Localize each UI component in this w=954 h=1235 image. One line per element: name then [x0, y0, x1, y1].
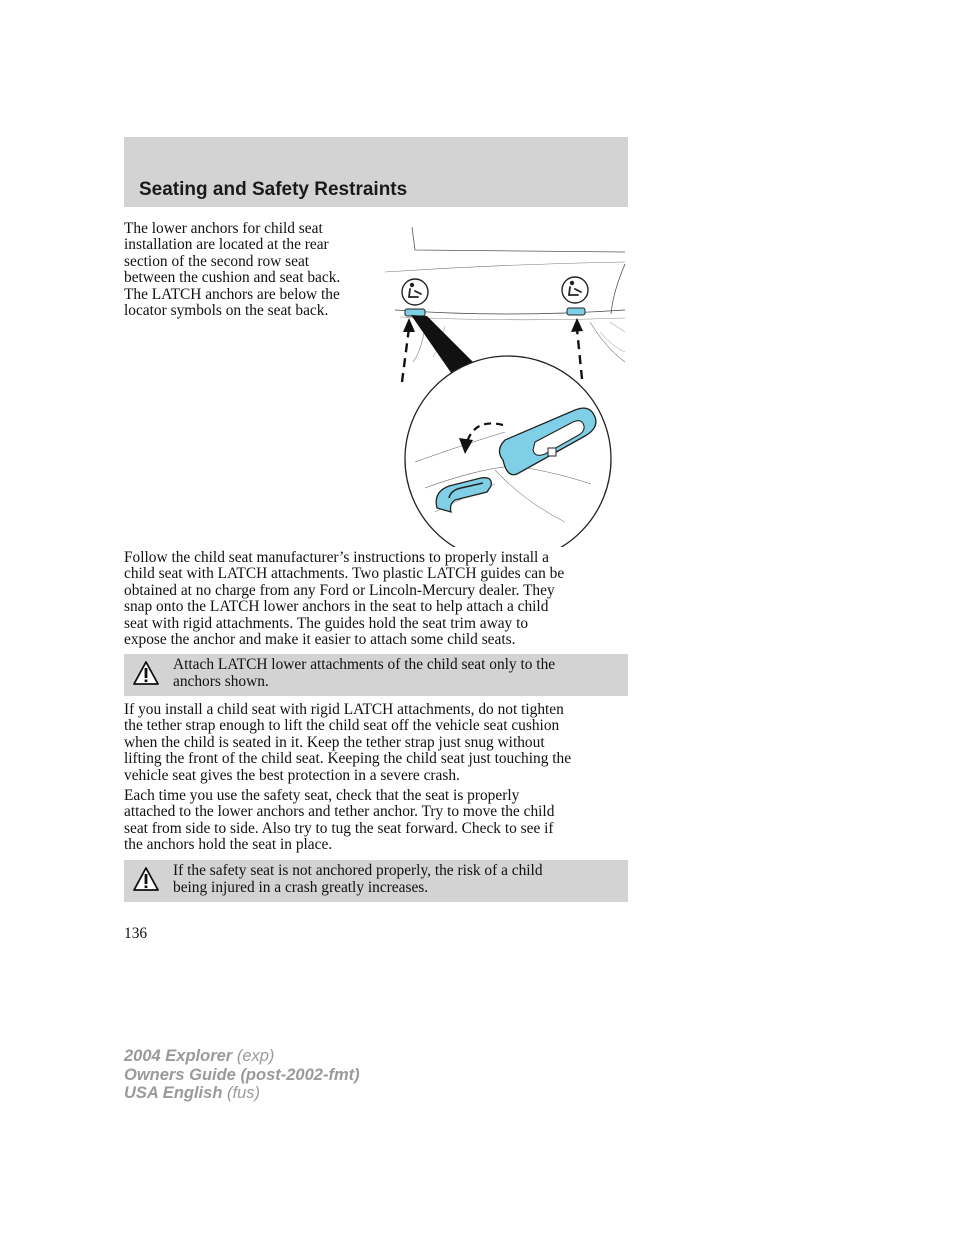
footer-model: 2004 Explorer [124, 1047, 233, 1065]
text-line: lifting the front of the child seat. Keeping the child seat just touching the [124, 750, 572, 768]
intro-line: The lower anchors for child seat [124, 220, 323, 237]
footer-language: USA English [124, 1084, 223, 1102]
text-line: seat from side to side. Also try to tug the seat forward. Check to see if [124, 819, 554, 837]
section-title: Seating and Safety Restraints [139, 179, 408, 200]
text-line: Follow the child seat manufacturer’s instructions to properly install a [124, 549, 550, 566]
page-number: 136 [124, 925, 148, 942]
footer-line [124, 1084, 360, 1103]
text-line: child seat with LATCH attachments. Two plastic LATCH guides can be [124, 565, 565, 583]
text-line: If you install a child seat with rigid LATCH attachments, do not tighten [124, 701, 564, 718]
text-line: vehicle seat gives the best protection in a severe crash. [124, 766, 460, 784]
warning-line: If the safety seat is not anchored properly, the risk of a child [173, 862, 543, 879]
text-line: the anchors hold the seat in place. [124, 836, 333, 854]
text-line: obtained at no charge from any Ford or Lincoln-Mercury dealer. They [124, 581, 555, 599]
footer-language-code: (fus) [222, 1084, 260, 1102]
text-line: the tether strap enough to lift the child seat off the vehicle seat cushion [124, 717, 560, 735]
intro-line: locator symbols on the seat back. [124, 302, 329, 320]
intro-line: The LATCH anchors are below the [124, 285, 340, 303]
warning-triangle-icon [133, 866, 159, 892]
footer-line [124, 1047, 360, 1066]
child-seat-locator-icon [402, 279, 428, 305]
check-paragraph [124, 788, 630, 854]
warning-box [124, 860, 628, 902]
footer-model-code: (exp) [232, 1047, 275, 1065]
document-footer [124, 1047, 360, 1103]
warning-line: Attach LATCH lower attachments of the child seat only to the [173, 656, 556, 673]
intro-line: installation are located at the rear [124, 236, 329, 254]
latch-anchor-illustration [385, 222, 630, 547]
warning-text [173, 657, 555, 690]
text-line: when the child is seated in it. Keep the tether strap just snug without [124, 733, 545, 751]
child-seat-locator-icon [562, 277, 588, 303]
text-line: attached to the lower anchors and tether anchor. Try to move the child [124, 803, 555, 821]
text-line: Each time you use the safety seat, check that the seat is properly [124, 787, 520, 804]
text-line: expose the anchor and make it easier to attach some child seats. [124, 631, 516, 649]
footer-line [124, 1066, 360, 1085]
footer-guide: Owners Guide (post-2002-fmt) [124, 1065, 360, 1084]
text-line: seat with rigid attachments. The guides hold the seat trim away to [124, 614, 529, 632]
tether-paragraph [124, 702, 630, 784]
section-header [124, 137, 628, 207]
latch-guides-paragraph [124, 550, 630, 648]
warning-box [124, 654, 628, 696]
warning-line: being injured in a crash greatly increases. [173, 878, 429, 896]
warning-line: anchors shown. [173, 672, 269, 690]
warning-text [173, 863, 543, 896]
text-line: snap onto the LATCH lower anchors in the seat to help attach a child [124, 598, 549, 616]
intro-paragraph [124, 221, 374, 319]
intro-line: section of the second row seat [124, 252, 310, 270]
intro-line: between the cushion and seat back. [124, 269, 341, 287]
warning-triangle-icon [133, 660, 159, 686]
